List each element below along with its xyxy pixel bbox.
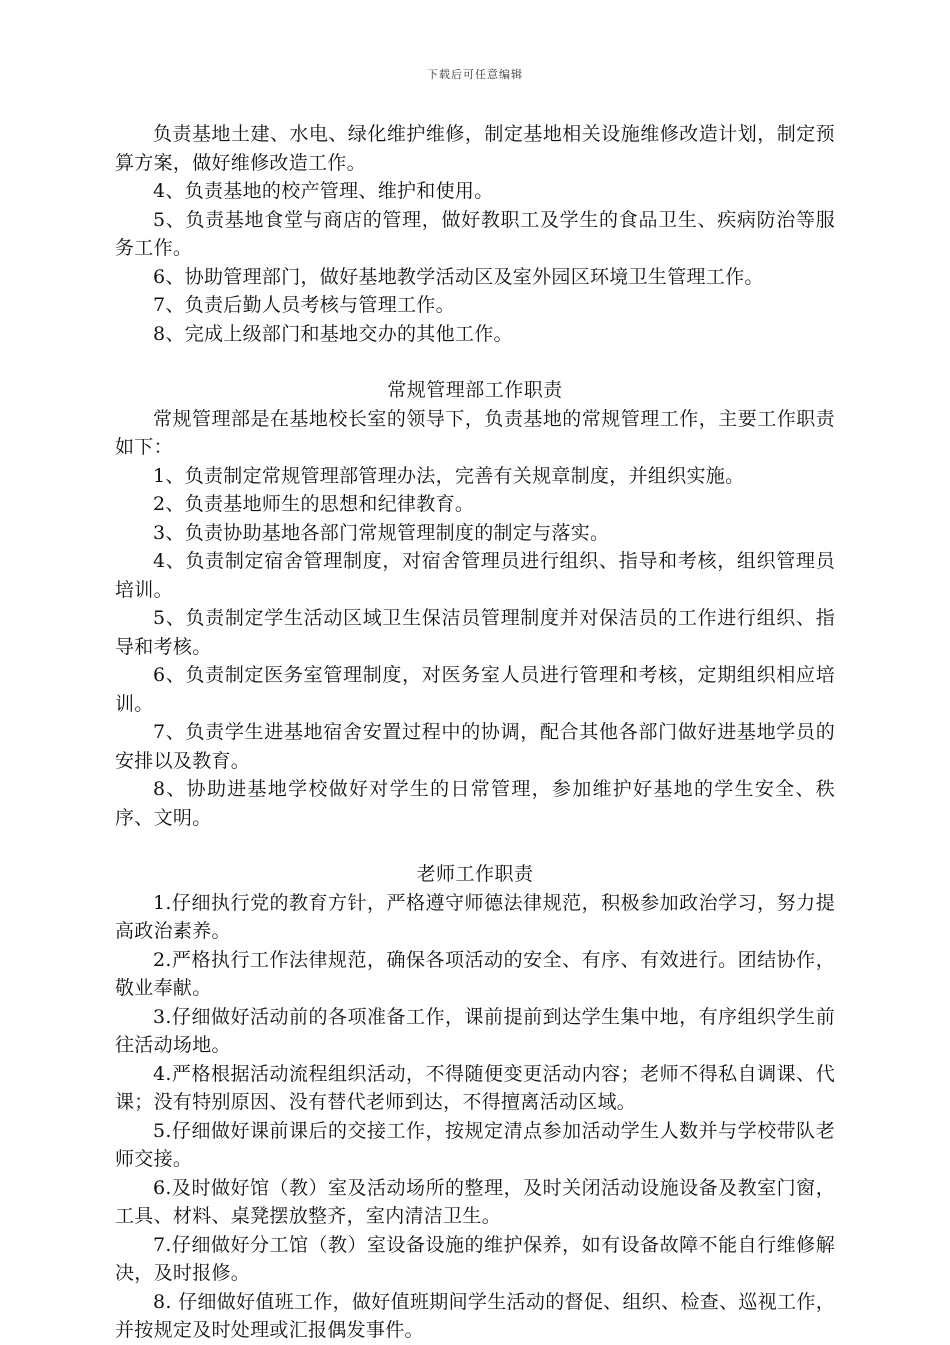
section-teacher-duties [115, 860, 835, 1345]
paragraph: 8. 仔细做好值班工作，做好值班期间学生活动的督促、组织、检查、巡视工作，并按规定及时处理或汇报偶发事件。 [115, 1290, 835, 1341]
paragraph: 2、负责基地师生的思想和纪律教育。 [153, 493, 475, 515]
paragraph: 2.严格执行工作法律规范，确保各项活动的安全、有序、有效进行。团结协作，敬业奉献。 [115, 948, 835, 999]
paragraph: 3、负责协助基地各部门常规管理制度的制定与落实。 [153, 521, 610, 544]
document-body [115, 120, 835, 1345]
paragraph: 4、负责基地的校产管理、维护和使用。 [153, 180, 494, 202]
paragraph: 常规管理部是在基地校长室的领导下，负责基地的常规管理工作，主要工作职责如下： [115, 407, 835, 458]
section-routine-management [115, 376, 835, 832]
section-logistics [115, 120, 835, 348]
paragraph: 5.仔细做好课前课后的交接工作，按规定清点参加活动学生人数并与学校带队老师交接。 [115, 1119, 835, 1170]
paragraph: 负责基地土建、水电、绿化维护维修，制定基地相关设施维修改造计划，制定预算方案，做好维修改造工作。 [115, 123, 835, 174]
paragraph: 3.仔细做好活动前的各项准备工作，课前提前到达学生集中地，有序组织学生前往活动场地。 [115, 1005, 835, 1056]
header-note: 下载后可任意编辑 [427, 68, 523, 81]
paragraph: 6.及时做好馆（教）室及活动场所的整理，及时关闭活动设施设备及教室门窗，工具、材料、桌凳摆放整齐，室内清洁卫生。 [115, 1176, 835, 1227]
paragraph: 7、负责学生进基地宿舍安置过程中的协调，配合其他各部门做好进基地学员的安排以及教育。 [115, 721, 835, 772]
paragraph: 7.仔细做好分工馆（教）室设备设施的维护保养，如有设备故障不能自行维修解决，及时报修。 [115, 1233, 835, 1284]
paragraph: 1.仔细执行党的教育方针，严格遵守师德法律规范，积极参加政治学习，努力提高政治素养。 [115, 891, 835, 942]
section-title: 常规管理部工作职责 [387, 379, 563, 401]
paragraph: 8、完成上级部门和基地交办的其他工作。 [153, 322, 513, 345]
paragraph: 7、负责后勤人员考核与管理工作。 [153, 294, 455, 316]
paragraph: 1、负责制定常规管理部管理办法，完善有关规章制度，并组织实施。 [153, 464, 745, 487]
section-title: 老师工作职责 [416, 863, 534, 885]
paragraph: 8、协助进基地学校做好对学生的日常管理，参加维护好基地的学生安全、秩序、文明。 [115, 778, 835, 829]
paragraph: 4、负责制定宿舍管理制度，对宿舍管理员进行组织、指导和考核，组织管理员培训。 [115, 550, 835, 601]
paragraph: 5、负责制定学生活动区域卫生保洁员管理制度并对保洁员的工作进行组织、指导和考核。 [115, 607, 835, 658]
paragraph: 4.严格根据活动流程组织活动，不得随便变更活动内容；老师不得私自调课、代课；没有特别原因、没有替代老师到达，不得擅离活动区域。 [115, 1062, 835, 1113]
paragraph: 5、负责基地食堂与商店的管理，做好教职工及学生的食品卫生、疾病防治等服务工作。 [115, 208, 835, 259]
paragraph: 6、协助管理部门，做好基地教学活动区及室外园区环境卫生管理工作。 [153, 265, 764, 288]
paragraph: 6、负责制定医务室管理制度，对医务室人员进行管理和考核，定期组织相应培训。 [115, 664, 835, 715]
